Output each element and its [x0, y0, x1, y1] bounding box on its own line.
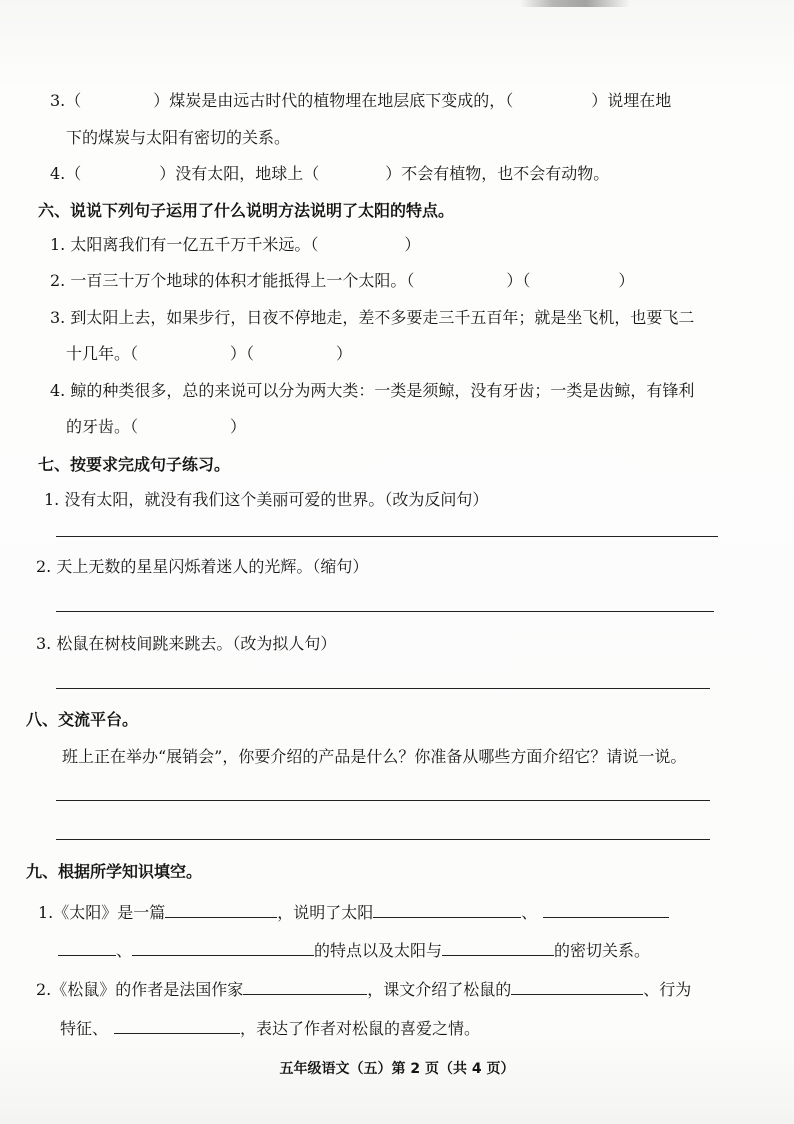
q7-item1: 1. 没有太阳，就没有我们这个美丽可爱的世界。（改为反问句）	[44, 490, 489, 509]
q6-item1-text: 1. 太阳离我们有一亿五千万千米远。（	[50, 235, 319, 254]
section-6-title: 六、说说下列句子运用了什么说明方法说明了太阳的特点。	[38, 201, 455, 220]
q6-item2-text: 2. 一百三十万个地球的体积才能抵得上一个太阳。（	[50, 271, 415, 290]
q9-item1-text-f: 的密切关系。	[554, 941, 651, 960]
q9-item2-text-d: 特征、	[60, 1019, 109, 1038]
q9-item2-text-a: 2.《松鼠》的作者是法国作家	[36, 980, 244, 999]
q5-item4-text-b: ）不会有植物，也不会有动物。	[385, 164, 610, 183]
q9-item1-sep-2: 、	[116, 941, 133, 960]
q9-blank-2[interactable]	[373, 899, 521, 918]
q6-item4-text-b: 的牙齿。（	[66, 417, 139, 436]
q6-item3-line2	[66, 343, 352, 365]
q8-answer-line-2[interactable]	[56, 839, 710, 840]
section-9-title: 九、根据所学知识填空。	[26, 862, 203, 881]
q6-item2-close: ）	[618, 271, 635, 290]
q6-item3-line1: 3. 到太阳上去，如果步行，日夜不停地走，差不多要走三千五百年；就是坐飞机，也要飞二	[50, 308, 695, 327]
q5-item3-line1	[50, 90, 671, 112]
q6-item2-mid: ）（	[506, 271, 531, 290]
q9-item2-text-b: ，课文介绍了松鼠的	[367, 980, 512, 999]
q5-item3-num: 3.（	[50, 91, 82, 110]
page-footer: 五年级语文（五）第 2 页（共 4 页）	[279, 1061, 515, 1077]
q6-item3-close: ）	[336, 344, 353, 363]
q9-item2-line2	[60, 1015, 480, 1037]
q5-item3-line2	[66, 127, 290, 149]
q9-item2-line1	[36, 976, 691, 998]
q9-item1-sep-1: 、	[521, 903, 538, 922]
q6-item1-close: ）	[404, 235, 421, 254]
q6-item4-close: ）	[230, 417, 247, 436]
q7-answer-line-2[interactable]	[56, 611, 714, 612]
q5-item3-text-b: ）说埋在地	[591, 91, 672, 110]
q9-item1-text-a: 1.《太阳》是一篇	[38, 903, 166, 922]
q7-answer-line-1[interactable]	[56, 536, 718, 537]
q8-prompt: 班上正在举办“展销会”，你要介绍的产品是什么？你准备从哪些方面介绍它？请说一说。	[62, 747, 687, 766]
q9-item1-line2	[58, 937, 650, 959]
q6-item4-line2	[66, 416, 246, 438]
q9-blank-1[interactable]	[165, 899, 277, 918]
q9-item2-text-e: ，表达了作者对松鼠的喜爱之情。	[240, 1019, 481, 1038]
section-8-title: 八、交流平台。	[26, 710, 139, 729]
q9-item1-text-b: ，说明了太阳	[277, 903, 374, 922]
q9-blank-3[interactable]	[543, 899, 669, 918]
q6-item3-text-b: 十几年。（	[66, 344, 139, 363]
q5-item4-line	[50, 163, 609, 185]
q9-blank-8[interactable]	[511, 976, 643, 995]
section-7-title: 七、按要求完成句子练习。	[38, 455, 231, 474]
scan-mark	[520, 0, 630, 7]
q5-item4-text-a: ）没有太阳，地球上（	[159, 164, 320, 183]
q9-item1-line1	[38, 899, 669, 921]
q9-item1-text-e: 的特点以及太阳与	[314, 941, 443, 960]
q7-item3: 3. 松鼠在树枝间跳来跳去。（改为拟人句）	[36, 634, 337, 653]
q9-blank-4[interactable]	[58, 937, 116, 956]
q8-answer-line-1[interactable]	[56, 800, 710, 801]
q5-item3-text-c: 下的煤炭与太阳有密切的关系。	[66, 128, 291, 147]
q6-item2	[50, 270, 634, 292]
q7-item2: 2. 天上无数的星星闪烁着迷人的光辉。（缩句）	[36, 557, 369, 576]
q9-blank-9[interactable]	[114, 1015, 240, 1034]
q6-item1	[50, 234, 420, 256]
q9-item2-text-c: 、行为	[643, 980, 692, 999]
q6-item3-mid: ）（	[230, 344, 255, 363]
q9-blank-7[interactable]	[243, 976, 367, 995]
q6-item4-line1: 4. 鲸的种类很多，总的来说可以分为两大类：一类是须鲸，没有牙齿；一类是齿鲸，有锋利	[50, 381, 695, 400]
q9-blank-5[interactable]	[132, 937, 314, 956]
q5-item4-num: 4.（	[50, 164, 82, 183]
q5-item3-text-a: ）煤炭是由远古时代的植物埋在地层底下变成的，（	[153, 91, 514, 110]
q9-blank-6[interactable]	[442, 937, 554, 956]
q7-answer-line-3[interactable]	[56, 688, 710, 689]
